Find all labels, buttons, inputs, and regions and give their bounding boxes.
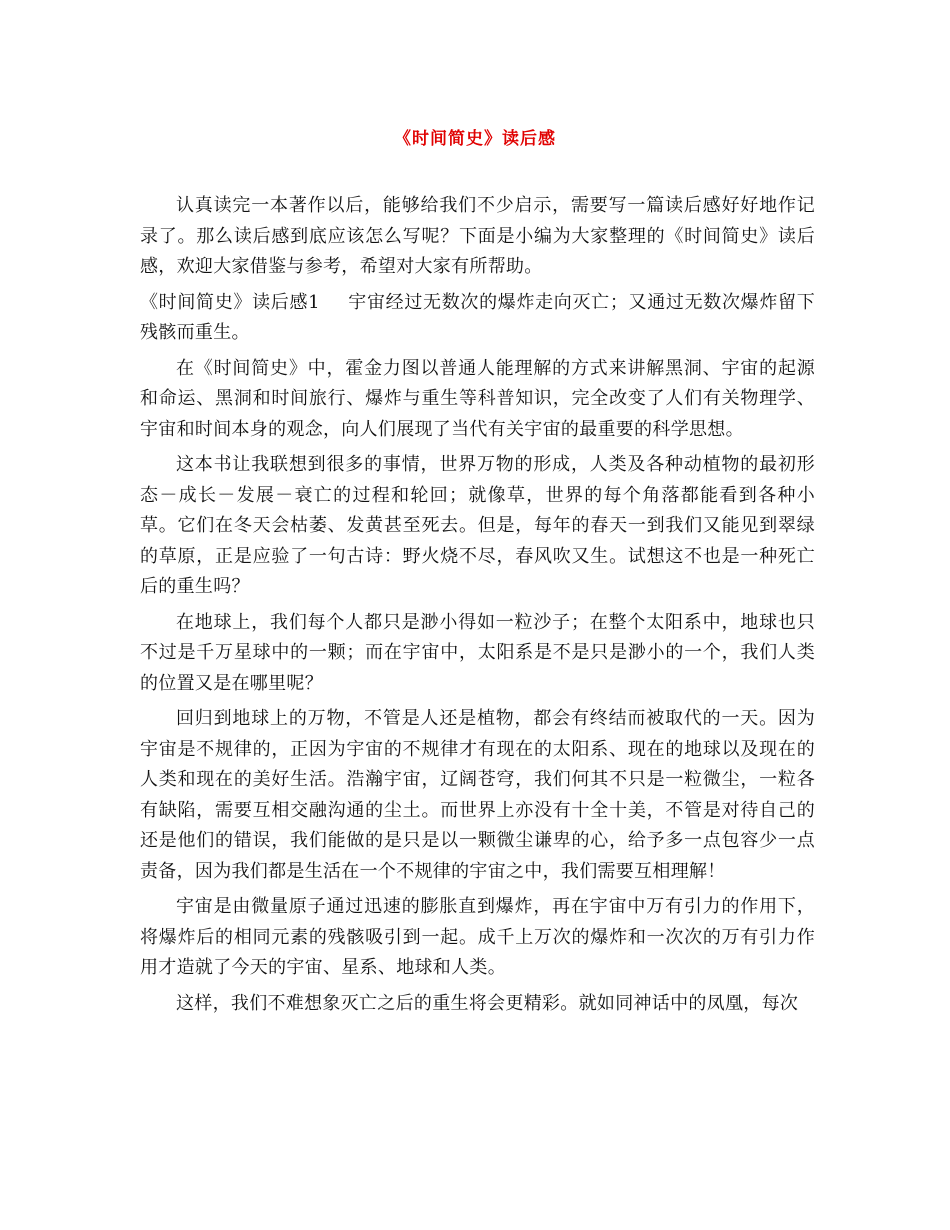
document-title: 《时间简史》读后感 xyxy=(394,129,556,149)
body-paragraph: 在《时间简史》中，霍金力图以普通人能理解的方式来讲解黑洞、宇宙的起源和命运、黑洞和时间旅行、爆炸与重生等科普知识，完全改变了人们有关物理学、宇宙和时间本身的观念，向人们展现了当代有关宇宙的最重要的科学思想。 xyxy=(140,357,815,440)
body-paragraph: 在地球上，我们每个人都只是渺小得如一粒沙子；在整个太阳系中，地球也只不过是千万星球中的一颗；而在宇宙中，太阳系是不是只是渺小的一个，我们人类的位置又是在哪里呢？ xyxy=(140,611,815,694)
section-heading: 《时间简史》读后感1 xyxy=(140,291,320,313)
section-first-text: 宇宙经过无数次的爆炸走向灭亡；又通过无数次爆炸留下残骸而重生。 xyxy=(140,291,815,343)
body-paragraph: 宇宙是由微量原子通过迅速的膨胀直到爆炸，再在宇宙中万有引力的作用下，将爆炸后的相同元素的残骸吸引到一起。成千上万次的爆炸和一次次的万有引力作用才造就了今天的宇宙、星系、地球和人类。 xyxy=(140,896,815,978)
body-paragraph: 回归到地球上的万物，不管是人还是植物，都会有终结而被取代的一天。因为宇宙是不规律的，正因为宇宙的不规律才有现在的太阳系、现在的地球以及现在的人类和现在的美好生活。浩瀚宇宙，辽阔苍穹，我们何其不只是一粒微尘，一粒各有缺陷，需要互相交融沟通的尘土。而世界上亦没有十全十美，不管是对待自己的还是他们的错误，我们能做的是只是以一颗微尘谦卑的心，给予多一点包容少一点责备，因为我们都是生活在一个不规律的宇宙之中，我们需要互相理解！ xyxy=(140,708,815,882)
intro-paragraph: 认真读完一本著作以后，能够给我们不少启示，需要写一篇读后感好好地作记录了。那么读后感到底应该怎么写呢？下面是小编为大家整理的《时间简史》读后感，欢迎大家借鉴与参考，希望对大家有所帮助。 xyxy=(140,195,815,277)
section-first-paragraph xyxy=(140,288,815,349)
body-paragraph: 这本书让我联想到很多的事情，世界万物的形成，人类及各种动植物的最初形态－成长－发展－衰亡的过程和轮回；就像草，世界的每个角落都能看到各种小草。它们在冬天会枯萎、发黄甚至死去。但是，每年的春天一到我们又能见到翠绿的草原，正是应验了一句古诗：野火烧不尽，春风吹又生。试想这不也是一种死亡后的重生吗？ xyxy=(140,454,815,597)
body-paragraph: 这样，我们不难想象灭亡之后的重生将会更精彩。就如同神话中的凤凰，每次 xyxy=(176,992,799,1014)
document-body xyxy=(140,191,815,1024)
